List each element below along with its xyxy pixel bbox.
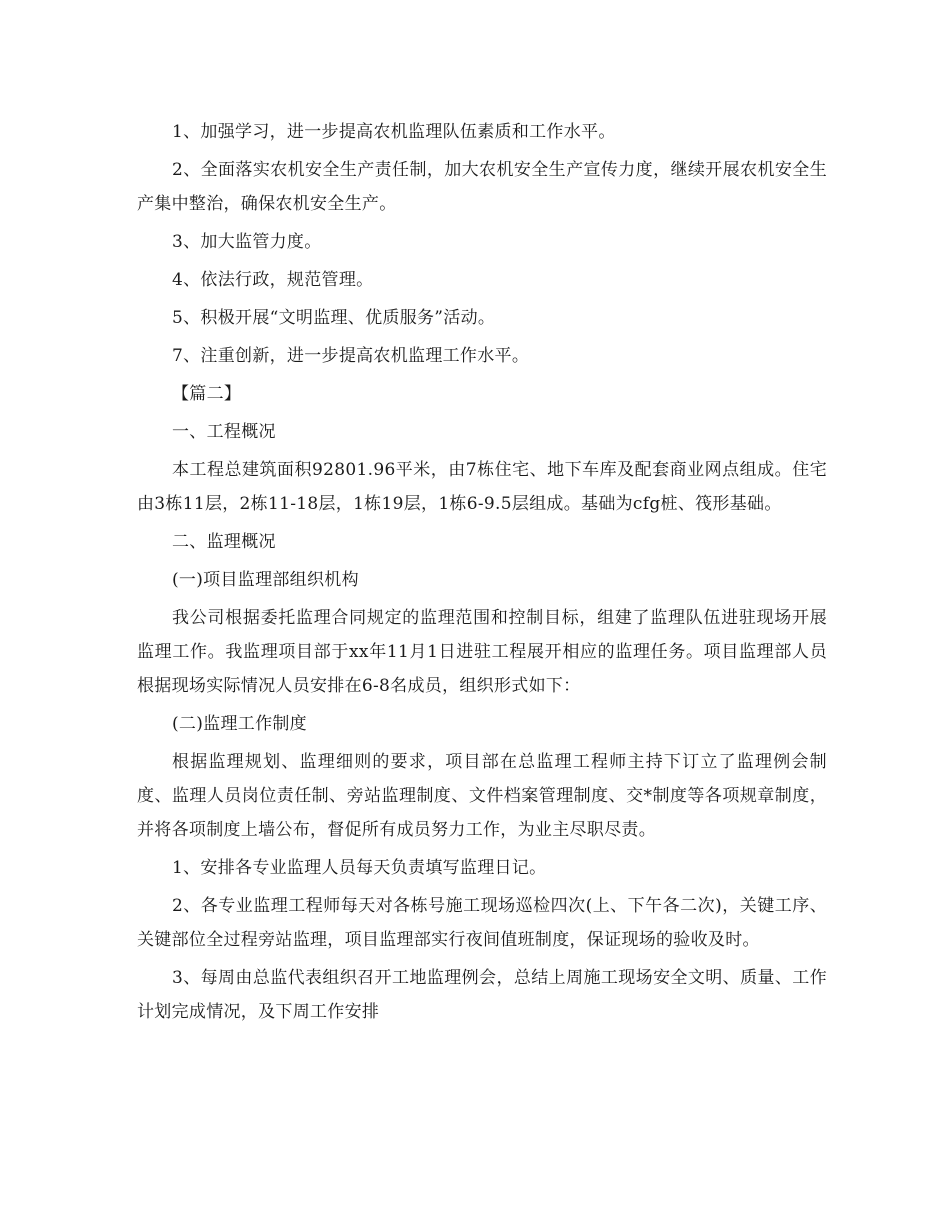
paragraph-item-2: 2、全面落实农机安全生产责任制，加大农机安全生产宣传力度，继续开展农机安全生产集中整治，确保农机安全生产。 bbox=[137, 160, 827, 214]
list-item-diary: 1、安排各专业监理人员每天负责填写监理日记。 bbox=[172, 858, 547, 878]
paragraph-item-4: 4、依法行政，规范管理。 bbox=[172, 270, 374, 290]
section-heading-project-overview: 一、工程概况 bbox=[172, 422, 276, 442]
section-heading-supervision-overview: 二、监理概况 bbox=[172, 532, 276, 552]
paragraph-item-7: 7、注重创新，进一步提高农机监理工作水平。 bbox=[172, 346, 530, 366]
paragraph-item-5: 5、积极开展“文明监理、优质服务”活动。 bbox=[172, 308, 496, 328]
subheading-organization: (一)项目监理部组织机构 bbox=[172, 570, 359, 590]
document-body bbox=[137, 115, 827, 1033]
paragraph-work-system: 根据监理规划、监理细则的要求，项目部在总监理工程师主持下订立了监理例会制度、监理人员岗位责任制、旁站监理制度、文件档案管理制度、交*制度等各项规章制度，并将各项制度上墙公布，督促所有成员努力工作，为业主尽职尽责。 bbox=[137, 752, 827, 840]
list-item-inspection: 2、各专业监理工程师每天对各栋号施工现场巡检四次(上、下午各二次)，关键工序、关键部位全过程旁站监理，项目监理部实行夜间值班制度，保证现场的验收及时。 bbox=[137, 896, 827, 950]
paragraph-organization: 我公司根据委托监理合同规定的监理范围和控制目标，组建了监理队伍进驻现场开展监理工作。我监理项目部于xx年11月1日进驻工程展开相应的监理任务。项目监理部人员根据现场实际情况人员安排在6-8名成员，组织形式如下： bbox=[137, 608, 827, 696]
paragraph-item-3: 3、加大监管力度。 bbox=[172, 232, 322, 252]
paragraph-item-1: 1、加强学习，进一步提高农机监理队伍素质和工作水平。 bbox=[172, 122, 616, 142]
list-item-weekly-meeting: 3、每周由总监代表组织召开工地监理例会，总结上周施工现场安全文明、质量、工作计划完成情况，及下周工作安排 bbox=[137, 968, 827, 1022]
paragraph-project-overview: 本工程总建筑面积92801.96平米，由7栋住宅、地下车库及配套商业网点组成。住宅由3栋11层，2栋11-18层，1栋19层，1栋6-9.5层组成。基础为cfg桩、筏形基础。 bbox=[137, 460, 827, 514]
subheading-work-system: (二)监理工作制度 bbox=[172, 714, 307, 734]
section-heading-part2: 【篇二】 bbox=[172, 384, 242, 404]
